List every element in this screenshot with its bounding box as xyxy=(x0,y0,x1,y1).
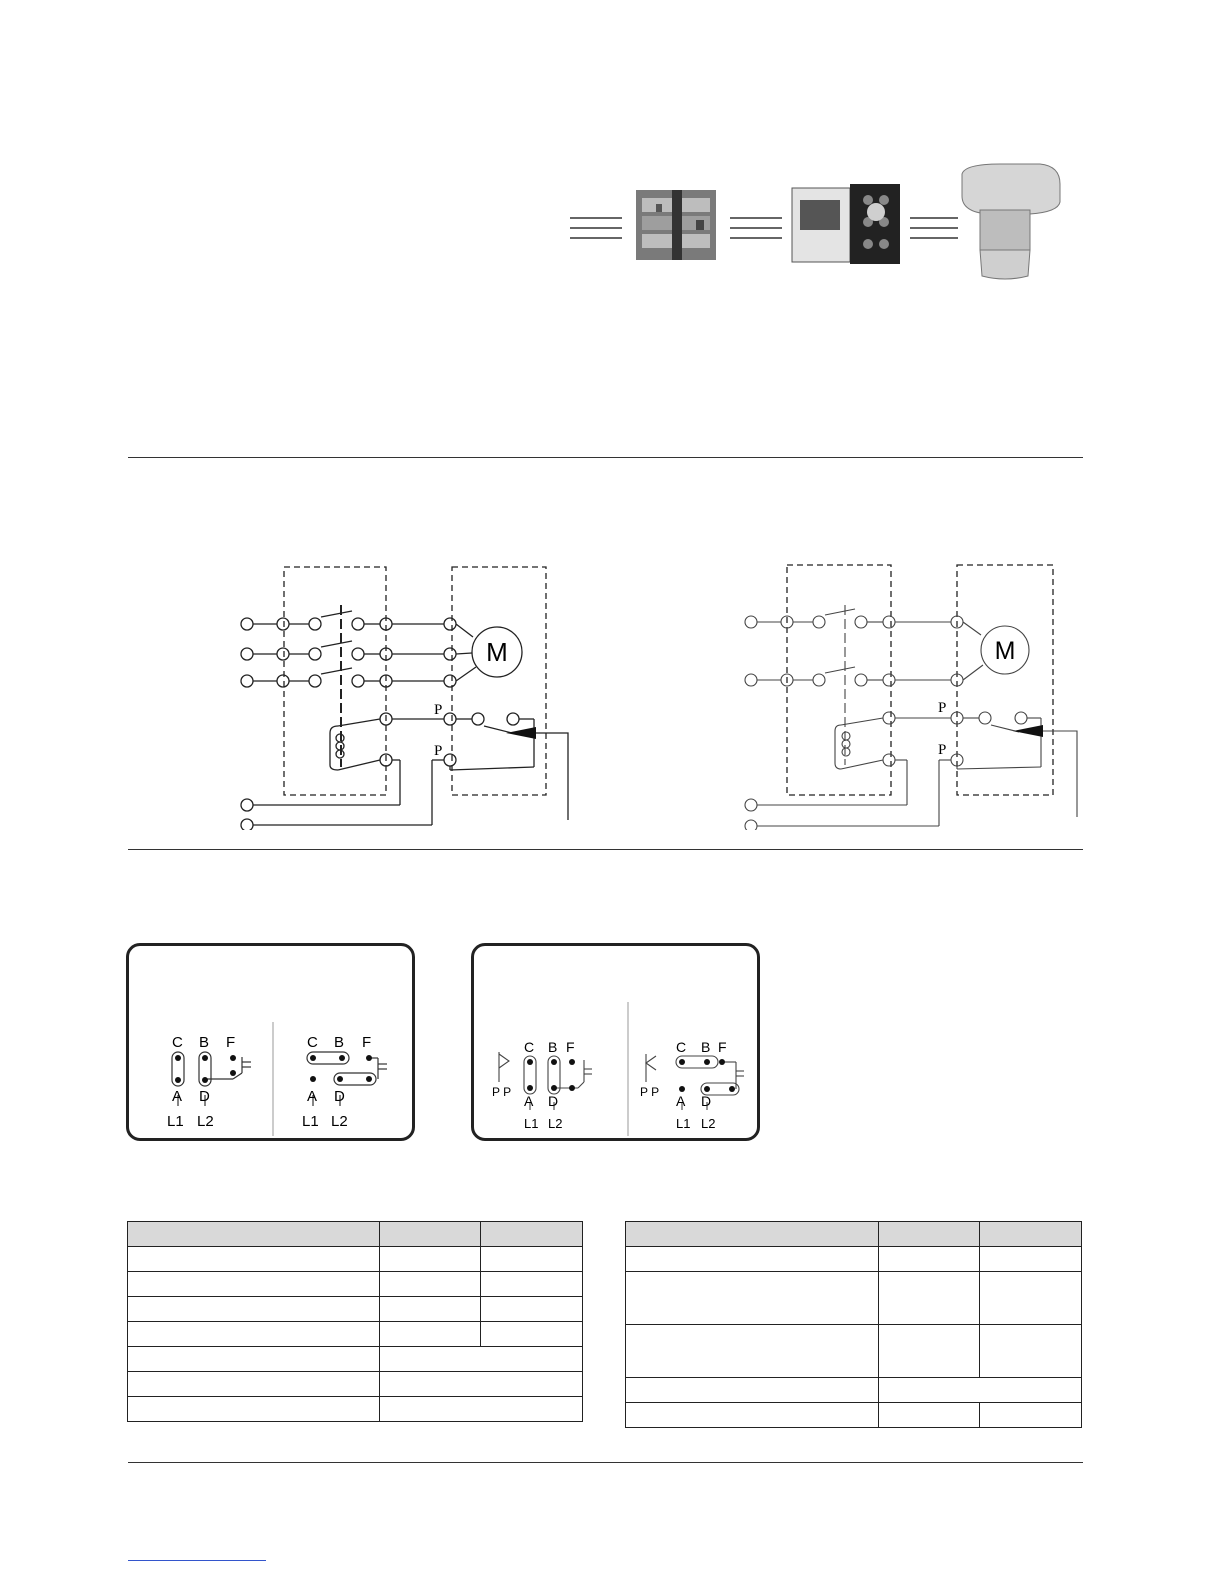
wire-lines-2 xyxy=(730,218,782,238)
table-row xyxy=(626,1247,1082,1272)
terminal-label-p2: P xyxy=(938,742,947,758)
spec-table-left xyxy=(127,1221,583,1422)
blower-photo xyxy=(962,164,1060,279)
terminal-label-p1: P xyxy=(434,702,443,718)
terminal-label-p2: P xyxy=(434,743,443,759)
label-l2: L2 xyxy=(701,1116,716,1131)
label-l1: L1 xyxy=(302,1113,319,1130)
spec-table-right xyxy=(625,1221,1082,1428)
circuit-breaker-photo xyxy=(636,190,716,260)
label-c: C xyxy=(307,1034,318,1051)
single-phase-schematic xyxy=(735,555,1095,830)
label-f: F xyxy=(362,1034,372,1051)
motor-label: M xyxy=(994,637,1016,665)
table-header-row xyxy=(626,1222,1082,1247)
terminal-label-p1: P xyxy=(938,700,947,716)
connection-box-b xyxy=(471,943,760,1141)
label-l1: L1 xyxy=(524,1116,539,1131)
table-row xyxy=(128,1272,583,1297)
table-row xyxy=(626,1272,1082,1325)
table-row xyxy=(128,1372,583,1397)
label-f: F xyxy=(226,1034,236,1051)
label-a: A xyxy=(676,1093,686,1109)
label-f: F xyxy=(566,1039,575,1055)
product-photos xyxy=(560,160,1090,285)
label-l1: L1 xyxy=(676,1116,691,1131)
table-row xyxy=(128,1297,583,1322)
connection-box-b-diagram xyxy=(474,946,757,1138)
connection-box-a xyxy=(126,943,415,1141)
table-row xyxy=(128,1347,583,1372)
section-rule-middle xyxy=(128,849,1083,850)
magnetic-contactor-photo xyxy=(792,184,900,264)
protector-label: P P xyxy=(640,1085,660,1099)
table-row xyxy=(128,1322,583,1347)
label-l1: L1 xyxy=(167,1113,184,1130)
label-f: F xyxy=(718,1039,727,1055)
table-row xyxy=(626,1378,1082,1403)
label-a: A xyxy=(307,1088,318,1105)
label-b: B xyxy=(548,1039,558,1055)
footer-link[interactable] xyxy=(128,1560,266,1561)
wire-lines-3 xyxy=(910,218,958,238)
table-row xyxy=(128,1397,583,1422)
wire-lines-1 xyxy=(570,218,622,238)
wiring-diagram-single-phase xyxy=(735,555,1095,830)
label-b: B xyxy=(334,1034,345,1051)
protector-label: P P xyxy=(492,1085,512,1099)
label-a: A xyxy=(524,1093,534,1109)
label-b: B xyxy=(199,1034,210,1051)
section-rule-bottom xyxy=(128,1462,1083,1463)
label-b: B xyxy=(701,1039,711,1055)
label-l2: L2 xyxy=(331,1113,348,1130)
product-photo-row xyxy=(560,160,1090,285)
section-rule-top xyxy=(128,457,1083,458)
connection-box-a-diagram xyxy=(129,946,412,1138)
table-row xyxy=(128,1247,583,1272)
label-a: A xyxy=(172,1088,183,1105)
table-row xyxy=(626,1403,1082,1428)
label-d: D xyxy=(701,1093,712,1109)
motor-label: M xyxy=(486,637,508,667)
label-c: C xyxy=(676,1039,687,1055)
label-c: C xyxy=(172,1034,183,1051)
label-d: D xyxy=(334,1088,345,1105)
wiring-diagram-three-phase xyxy=(230,555,590,830)
label-l2: L2 xyxy=(548,1116,563,1131)
label-l2: L2 xyxy=(197,1113,214,1130)
label-d: D xyxy=(199,1088,210,1105)
table-row xyxy=(626,1325,1082,1378)
table-header-row xyxy=(128,1222,583,1247)
label-c: C xyxy=(524,1039,535,1055)
three-phase-schematic xyxy=(230,555,590,830)
label-d: D xyxy=(548,1093,559,1109)
